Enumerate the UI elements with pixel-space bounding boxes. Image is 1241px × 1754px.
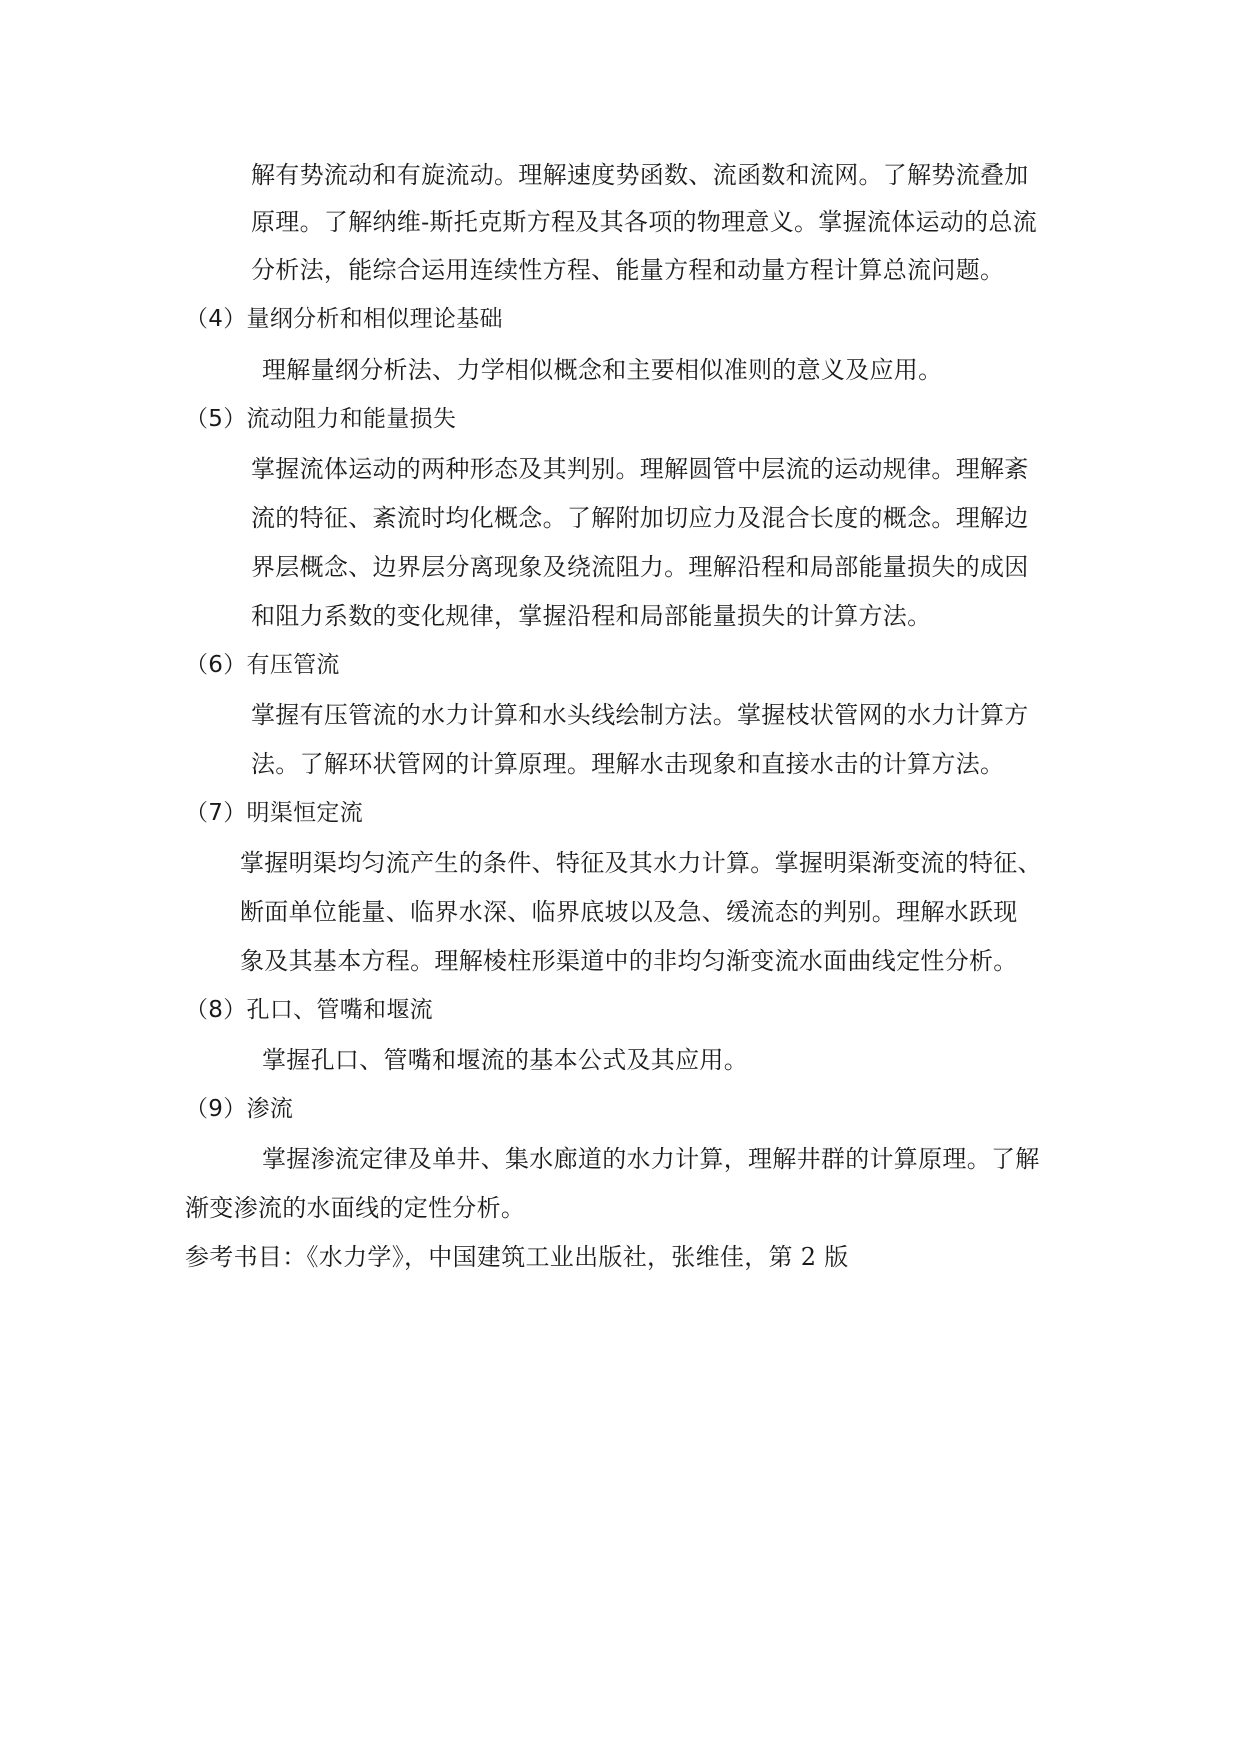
section7-line-3: 象及其基本方程。理解棱柱形渠道中的非均匀渐变流水面曲线定性分析。	[240, 947, 1018, 975]
section5-line-2: 流的特征、紊流时均化概念。了解附加切应力及混合长度的概念。理解边	[251, 504, 1029, 532]
section4-heading: （4）量纲分析和相似理论基础	[185, 306, 503, 332]
section8-line-1: 掌握孔口、管嘴和堰流的基本公式及其应用。	[262, 1046, 748, 1074]
section5-line-1: 掌握流体运动的两种形态及其判别。理解圆管中层流的运动规律。理解紊	[251, 455, 1029, 483]
section3-line-1: 解有势流动和有旋流动。理解速度势函数、流函数和流网。了解势流叠加	[251, 161, 1029, 189]
section5-line-3: 界层概念、边界层分离现象及绕流阻力。理解沿程和局部能量损失的成因	[251, 553, 1029, 581]
section4-line-1: 理解量纲分析法、力学相似概念和主要相似准则的意义及应用。	[262, 356, 943, 384]
section8-heading: （8）孔口、管嘴和堰流	[185, 997, 433, 1023]
section9-heading: （9）渗流	[185, 1096, 294, 1122]
section5-line-4: 和阻力系数的变化规律，掌握沿程和局部能量损失的计算方法。	[251, 602, 932, 630]
section5-heading: （5）流动阻力和能量损失	[185, 406, 457, 432]
section9-line-1: 掌握渗流定律及单井、集水廊道的水力计算，理解井群的计算原理。了解	[262, 1145, 1040, 1173]
section6-line-1: 掌握有压管流的水力计算和水头线绘制方法。掌握枝状管网的水力计算方	[251, 701, 1029, 729]
section3-line-2: 原理。了解纳维-斯托克斯方程及其各项的物理意义。掌握流体运动的总流	[251, 208, 1038, 236]
section3-line-3: 分析法，能综合运用连续性方程、能量方程和动量方程计算总流问题。	[251, 256, 1005, 284]
section7-heading: （7）明渠恒定流	[185, 800, 364, 826]
reference-line: 参考书目：《水力学》，中国建筑工业出版社，张维佳，第 2 版	[185, 1243, 849, 1271]
section9-line-2: 渐变渗流的水面线的定性分析。	[185, 1194, 526, 1222]
section6-line-2: 法。了解环状管网的计算原理。理解水击现象和直接水击的计算方法。	[251, 750, 1005, 778]
section6-heading: （6）有压管流	[185, 652, 340, 678]
section7-line-2: 断面单位能量、临界水深、临界底坡以及急、缓流态的判别。理解水跃现	[240, 898, 1018, 926]
section7-line-1: 掌握明渠均匀流产生的条件、特征及其水力计算。掌握明渠渐变流的特征、	[240, 849, 1042, 877]
